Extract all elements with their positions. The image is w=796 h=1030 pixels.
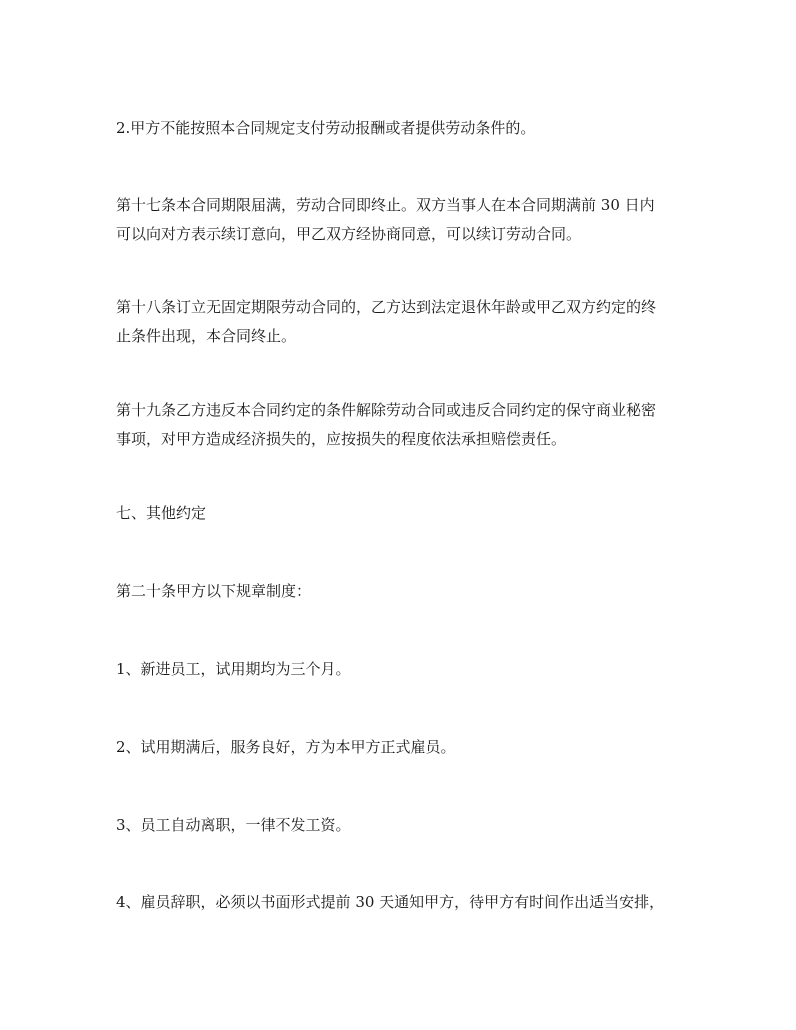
text-line: 第二十条甲方以下规章制度： [116, 582, 312, 600]
text-line: 七、其他约定 [116, 504, 207, 522]
text-line: 第十八条订立无固定期限劳动合同的，乙方达到法定退休年龄或甲乙双方约定的终 [116, 298, 657, 316]
text-line: 第十九条乙方违反本合同约定的条件解除劳动合同或违反合同约定的保守商业秘密 [116, 401, 657, 419]
list-item-rule-3 [116, 811, 692, 840]
paragraph-article-17 [116, 191, 692, 249]
text-line: 4、雇员辞职，必须以书面形式提前 30 天通知甲方，待甲方有时间作出适当安排， [116, 893, 665, 911]
list-item-rule-2 [116, 733, 692, 762]
section-heading-other-terms [116, 499, 692, 528]
text-line: 3、员工自动离职，一律不发工资。 [116, 816, 351, 834]
paragraph-clause-item-2 [116, 114, 692, 143]
text-line: 2.甲方不能按照本合同规定支付劳动报酬或者提供劳动条件的。 [116, 119, 536, 137]
text-line: 2、试用期满后，服务良好，方为本甲方正式雇员。 [116, 738, 456, 756]
paragraph-article-18 [116, 293, 692, 351]
paragraph-article-20 [116, 577, 692, 606]
text-line: 第十七条本合同期限届满，劳动合同即终止。双方当事人在本合同期满前 30 日内 [116, 196, 655, 214]
list-item-rule-1 [116, 655, 692, 684]
text-line: 止条件出现，本合同终止。 [116, 327, 297, 345]
text-line: 事项，对甲方造成经济损失的，应按损失的程度依法承担赔偿责任。 [116, 430, 567, 448]
text-line: 1、新进员工，试用期均为三个月。 [116, 660, 351, 678]
paragraph-article-19 [116, 396, 692, 454]
list-item-rule-4 [116, 888, 692, 917]
text-line: 可以向对方表示续订意向，甲乙双方经协商同意，可以续订劳动合同。 [116, 225, 582, 243]
